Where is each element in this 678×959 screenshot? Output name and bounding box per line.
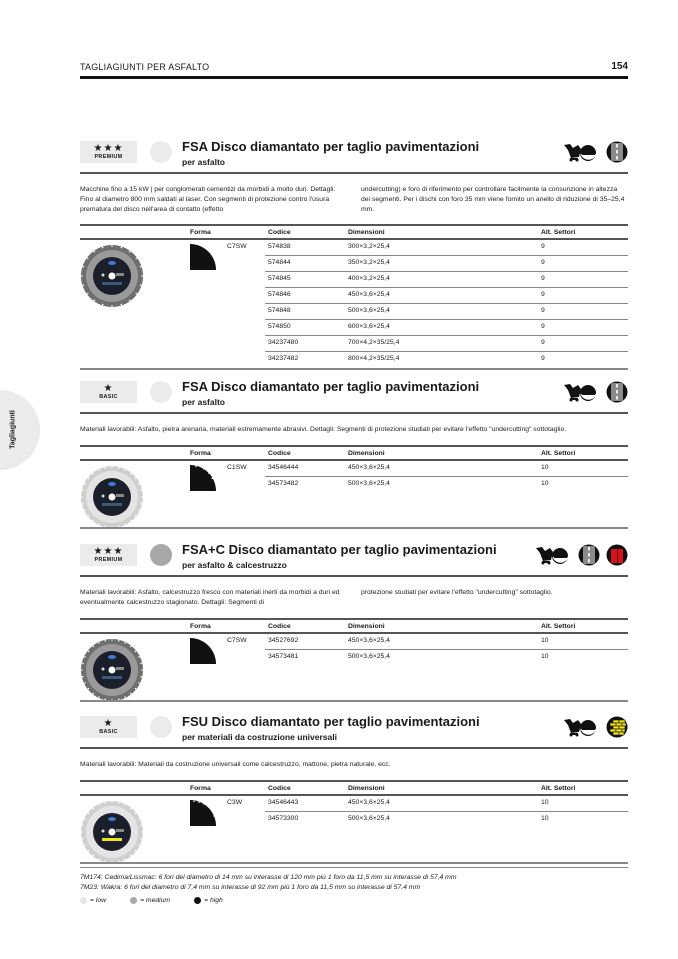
grade-badge — [80, 381, 137, 403]
header-forma: Forma — [190, 784, 211, 792]
alt-settori-cell: 10 — [541, 480, 549, 487]
table-row — [80, 461, 628, 477]
notes — [80, 873, 457, 893]
product-header — [80, 540, 628, 584]
header-dimensioni: Dimensioni — [348, 449, 385, 457]
table-row — [80, 304, 628, 320]
codice-cell: 34237480 — [268, 339, 299, 346]
product-subtitle: per materiali da costruzione universali — [182, 732, 337, 742]
table-row — [80, 272, 628, 288]
codice-cell: 34546444 — [268, 464, 299, 471]
dimensioni-cell: 450×3,6×25,4 — [348, 799, 390, 806]
product-description — [80, 185, 628, 218]
legend-label: = high — [204, 897, 223, 904]
alt-settori-cell: 9 — [541, 307, 545, 314]
grade-badge — [80, 141, 137, 163]
machine-icon — [562, 381, 600, 403]
table-header — [80, 782, 628, 796]
grade-stars: ★★★ — [93, 546, 124, 557]
table-row — [80, 634, 628, 650]
grade-badge — [80, 716, 137, 738]
product-title: FSA+C Disco diamantato per taglio pavimentazioni — [182, 542, 497, 557]
asphalt-road-icon — [606, 381, 628, 403]
table-bottom-rule — [80, 862, 628, 864]
legend-label: = medium — [140, 897, 171, 904]
header-divider — [80, 747, 628, 749]
side-tab-label: Tagliagiunti — [9, 410, 17, 449]
dimensioni-cell: 300×3,2×25,4 — [348, 243, 390, 250]
forma-code: C1SW — [227, 464, 247, 471]
forma-code: C3W — [227, 799, 243, 806]
machine-icon — [562, 716, 600, 738]
codice-cell: 34237482 — [268, 355, 299, 362]
table-row — [80, 320, 628, 336]
application-icons — [562, 716, 628, 738]
dimensioni-cell: 450×3,6×25,4 — [348, 637, 390, 644]
description-right: protezione studiati per evitare l'effetto "undercutting" sottotaglio. — [361, 589, 553, 596]
grade-stars: ★ — [103, 718, 114, 729]
grade-stars: ★ — [103, 383, 114, 394]
description-right: undercutting) e foro di riferimento per controllare facilmente la consunzione in altezza dei segmenti. Per i dischi con foro 35 mm viene fornito un anello di riduzione di 35–25,4 mm. — [361, 186, 625, 214]
codice-cell: 574838 — [268, 243, 291, 250]
header-rule — [80, 76, 628, 79]
brick-icon — [606, 716, 628, 738]
header-forma: Forma — [190, 449, 211, 457]
codice-cell: 574850 — [268, 323, 291, 330]
forma-code: C7SW — [227, 243, 247, 250]
legend-item-low — [80, 897, 106, 904]
side-tab[interactable] — [0, 390, 40, 470]
codice-cell: 34573481 — [268, 653, 299, 660]
dimensioni-cell: 500×3,6×25,4 — [348, 815, 390, 822]
product-table — [80, 780, 628, 862]
note: 7M174: Cedima/Lissmac: 6 fori del diametro di 14 mm su interasse di 120 mm più 1 foro da 11,5 mm su interasse di 57,4 mm — [80, 874, 457, 881]
alt-settori-cell: 10 — [541, 815, 549, 822]
codice-cell: 34546443 — [268, 799, 299, 806]
product-table — [80, 224, 628, 368]
grade-label: BASIC — [99, 729, 118, 735]
codice-cell: 34527692 — [268, 637, 299, 644]
concrete-icon — [606, 544, 628, 566]
application-icons — [562, 141, 628, 163]
table-row — [80, 812, 628, 828]
dimensioni-cell: 350×3,2×25,4 — [348, 259, 390, 266]
table-row — [80, 288, 628, 304]
dimensioni-cell: 500×3,6×25,4 — [348, 307, 390, 314]
legend — [80, 897, 223, 904]
header-codice: Codice — [268, 228, 291, 236]
product-table — [80, 618, 628, 700]
level-dot — [150, 381, 172, 403]
table-row — [80, 352, 628, 368]
product-subtitle: per asfalto & calcestruzzo — [182, 560, 287, 570]
product-description — [80, 760, 628, 774]
product-section — [80, 540, 628, 700]
header-alt-settori: Alt. Settori — [541, 784, 576, 792]
level-dot — [150, 141, 172, 163]
legend-item-medium — [130, 897, 170, 904]
page-header — [80, 60, 628, 80]
level-dot — [150, 544, 172, 566]
legend-dot-low — [80, 897, 87, 904]
header-divider — [80, 412, 628, 414]
table-header — [80, 226, 628, 240]
table-header — [80, 620, 628, 634]
application-icons — [534, 544, 628, 566]
dimensioni-cell: 600×3,6×25,4 — [348, 323, 390, 330]
header-codice: Codice — [268, 449, 291, 457]
product-section — [80, 137, 628, 368]
product-description — [80, 588, 628, 612]
application-icons — [562, 381, 628, 403]
codice-cell: 574846 — [268, 291, 291, 298]
note: 7M23: Wakra: 6 fori del diametro di 7,4 mm su interasse di 92 mm più 1 foro da 11,5 mm su interasse di 57,4 mm — [80, 884, 421, 891]
header-alt-settori: Alt. Settori — [541, 622, 576, 630]
table-row — [80, 336, 628, 352]
alt-settori-cell: 10 — [541, 637, 549, 644]
product-table — [80, 445, 628, 527]
table-bottom-rule — [80, 527, 628, 529]
header-alt-settori: Alt. Settori — [541, 449, 576, 457]
product-title: FSA Disco diamantato per taglio pavimentazioni — [182, 379, 480, 394]
header-forma: Forma — [190, 622, 211, 630]
grade-badge — [80, 544, 137, 566]
grade-stars: ★★★ — [93, 143, 124, 154]
product-title: FSU Disco diamantato per taglio pavimentazioni — [182, 714, 480, 729]
dimensioni-cell: 400×3,2×25,4 — [348, 275, 390, 282]
description-left: Materiali lavorabili: Asfalto, pietra arenaria, materiali estremamente abrasivi. Dettagli: Segmenti di protezione studiati per evitare l'effetto "undercutting" sottotaglio. — [80, 426, 567, 433]
dimensioni-cell: 500×3,6×25,4 — [348, 653, 390, 660]
dimensioni-cell: 450×3,6×25,4 — [348, 464, 390, 471]
product-section — [80, 377, 628, 527]
product-header — [80, 137, 628, 181]
dimensioni-cell: 450×3,6×25,4 — [348, 291, 390, 298]
table-row — [80, 240, 628, 256]
header-divider — [80, 575, 628, 577]
codice-cell: 34573482 — [268, 480, 299, 487]
table-row — [80, 650, 628, 666]
dimensioni-cell: 500×3,6×25,4 — [348, 480, 390, 487]
section-title: TAGLIAGIUNTI PER ASFALTO — [80, 62, 210, 72]
header-codice: Codice — [268, 622, 291, 630]
table-bottom-rule — [80, 368, 628, 370]
asphalt-road-icon — [578, 544, 600, 566]
product-description — [80, 425, 628, 439]
grade-label: PREMIUM — [94, 557, 123, 563]
alt-settori-cell: 10 — [541, 464, 549, 471]
product-subtitle: per asfalto — [182, 157, 225, 167]
header-dimensioni: Dimensioni — [348, 784, 385, 792]
header-divider — [80, 172, 628, 174]
header-forma: Forma — [190, 228, 211, 236]
alt-settori-cell: 9 — [541, 323, 545, 330]
footer-rule — [80, 867, 628, 868]
level-dot — [150, 716, 172, 738]
codice-cell: 574848 — [268, 307, 291, 314]
alt-settori-cell: 10 — [541, 653, 549, 660]
header-codice: Codice — [268, 784, 291, 792]
table-row — [80, 256, 628, 272]
description-left: Macchine fino a 15 kW | per conglomerati cementizi da morbidi a molto duri. Dettagli: Fino al diametro 800 mm saldati al laser. Con segmenti di protezione contro l'usura prematura del disco nell'area di contatto (effetto — [80, 186, 336, 214]
codice-cell: 34573300 — [268, 815, 299, 822]
table-row — [80, 796, 628, 812]
product-title: FSA Disco diamantato per taglio pavimentazioni — [182, 139, 480, 154]
codice-cell: 574844 — [268, 259, 291, 266]
header-dimensioni: Dimensioni — [348, 622, 385, 630]
alt-settori-cell: 9 — [541, 243, 545, 250]
grade-label: PREMIUM — [94, 154, 123, 160]
dimensioni-cell: 800×4,2×35/25,4 — [348, 355, 400, 362]
description-left: Materiali lavorabili: Materiali da costruzione universali come calcestruzzo, mattone, pietra naturale, ecc. — [80, 761, 391, 768]
codice-cell: 574845 — [268, 275, 291, 282]
alt-settori-cell: 9 — [541, 339, 545, 346]
grade-label: BASIC — [99, 394, 118, 400]
machine-icon — [562, 141, 600, 163]
product-section — [80, 712, 628, 862]
alt-settori-cell: 10 — [541, 799, 549, 806]
product-subtitle: per asfalto — [182, 397, 225, 407]
header-alt-settori: Alt. Settori — [541, 228, 576, 236]
legend-label: = low — [90, 897, 107, 904]
header-dimensioni: Dimensioni — [348, 228, 385, 236]
table-header — [80, 447, 628, 461]
product-header — [80, 712, 628, 756]
description-left: Materiali lavorabili: Asfalto, calcestruzzo fresco con materiali inerti da morbidi a duri ed eventualmente calcestruzzo stagionato. Dettagli: Segmenti di — [80, 589, 340, 607]
dimensioni-cell: 700×4,2×35/25,4 — [348, 339, 400, 346]
legend-dot-medium — [130, 897, 137, 904]
table-bottom-rule — [80, 700, 628, 702]
alt-settori-cell: 9 — [541, 291, 545, 298]
forma-code: C7SW — [227, 637, 247, 644]
legend-item-high — [194, 897, 223, 904]
table-row — [80, 477, 628, 493]
machine-icon — [534, 544, 572, 566]
product-header — [80, 377, 628, 421]
page-number: 154 — [611, 61, 628, 72]
alt-settori-cell: 9 — [541, 259, 545, 266]
alt-settori-cell: 9 — [541, 355, 545, 362]
asphalt-road-icon — [606, 141, 628, 163]
legend-dot-high — [194, 897, 201, 904]
alt-settori-cell: 9 — [541, 275, 545, 282]
